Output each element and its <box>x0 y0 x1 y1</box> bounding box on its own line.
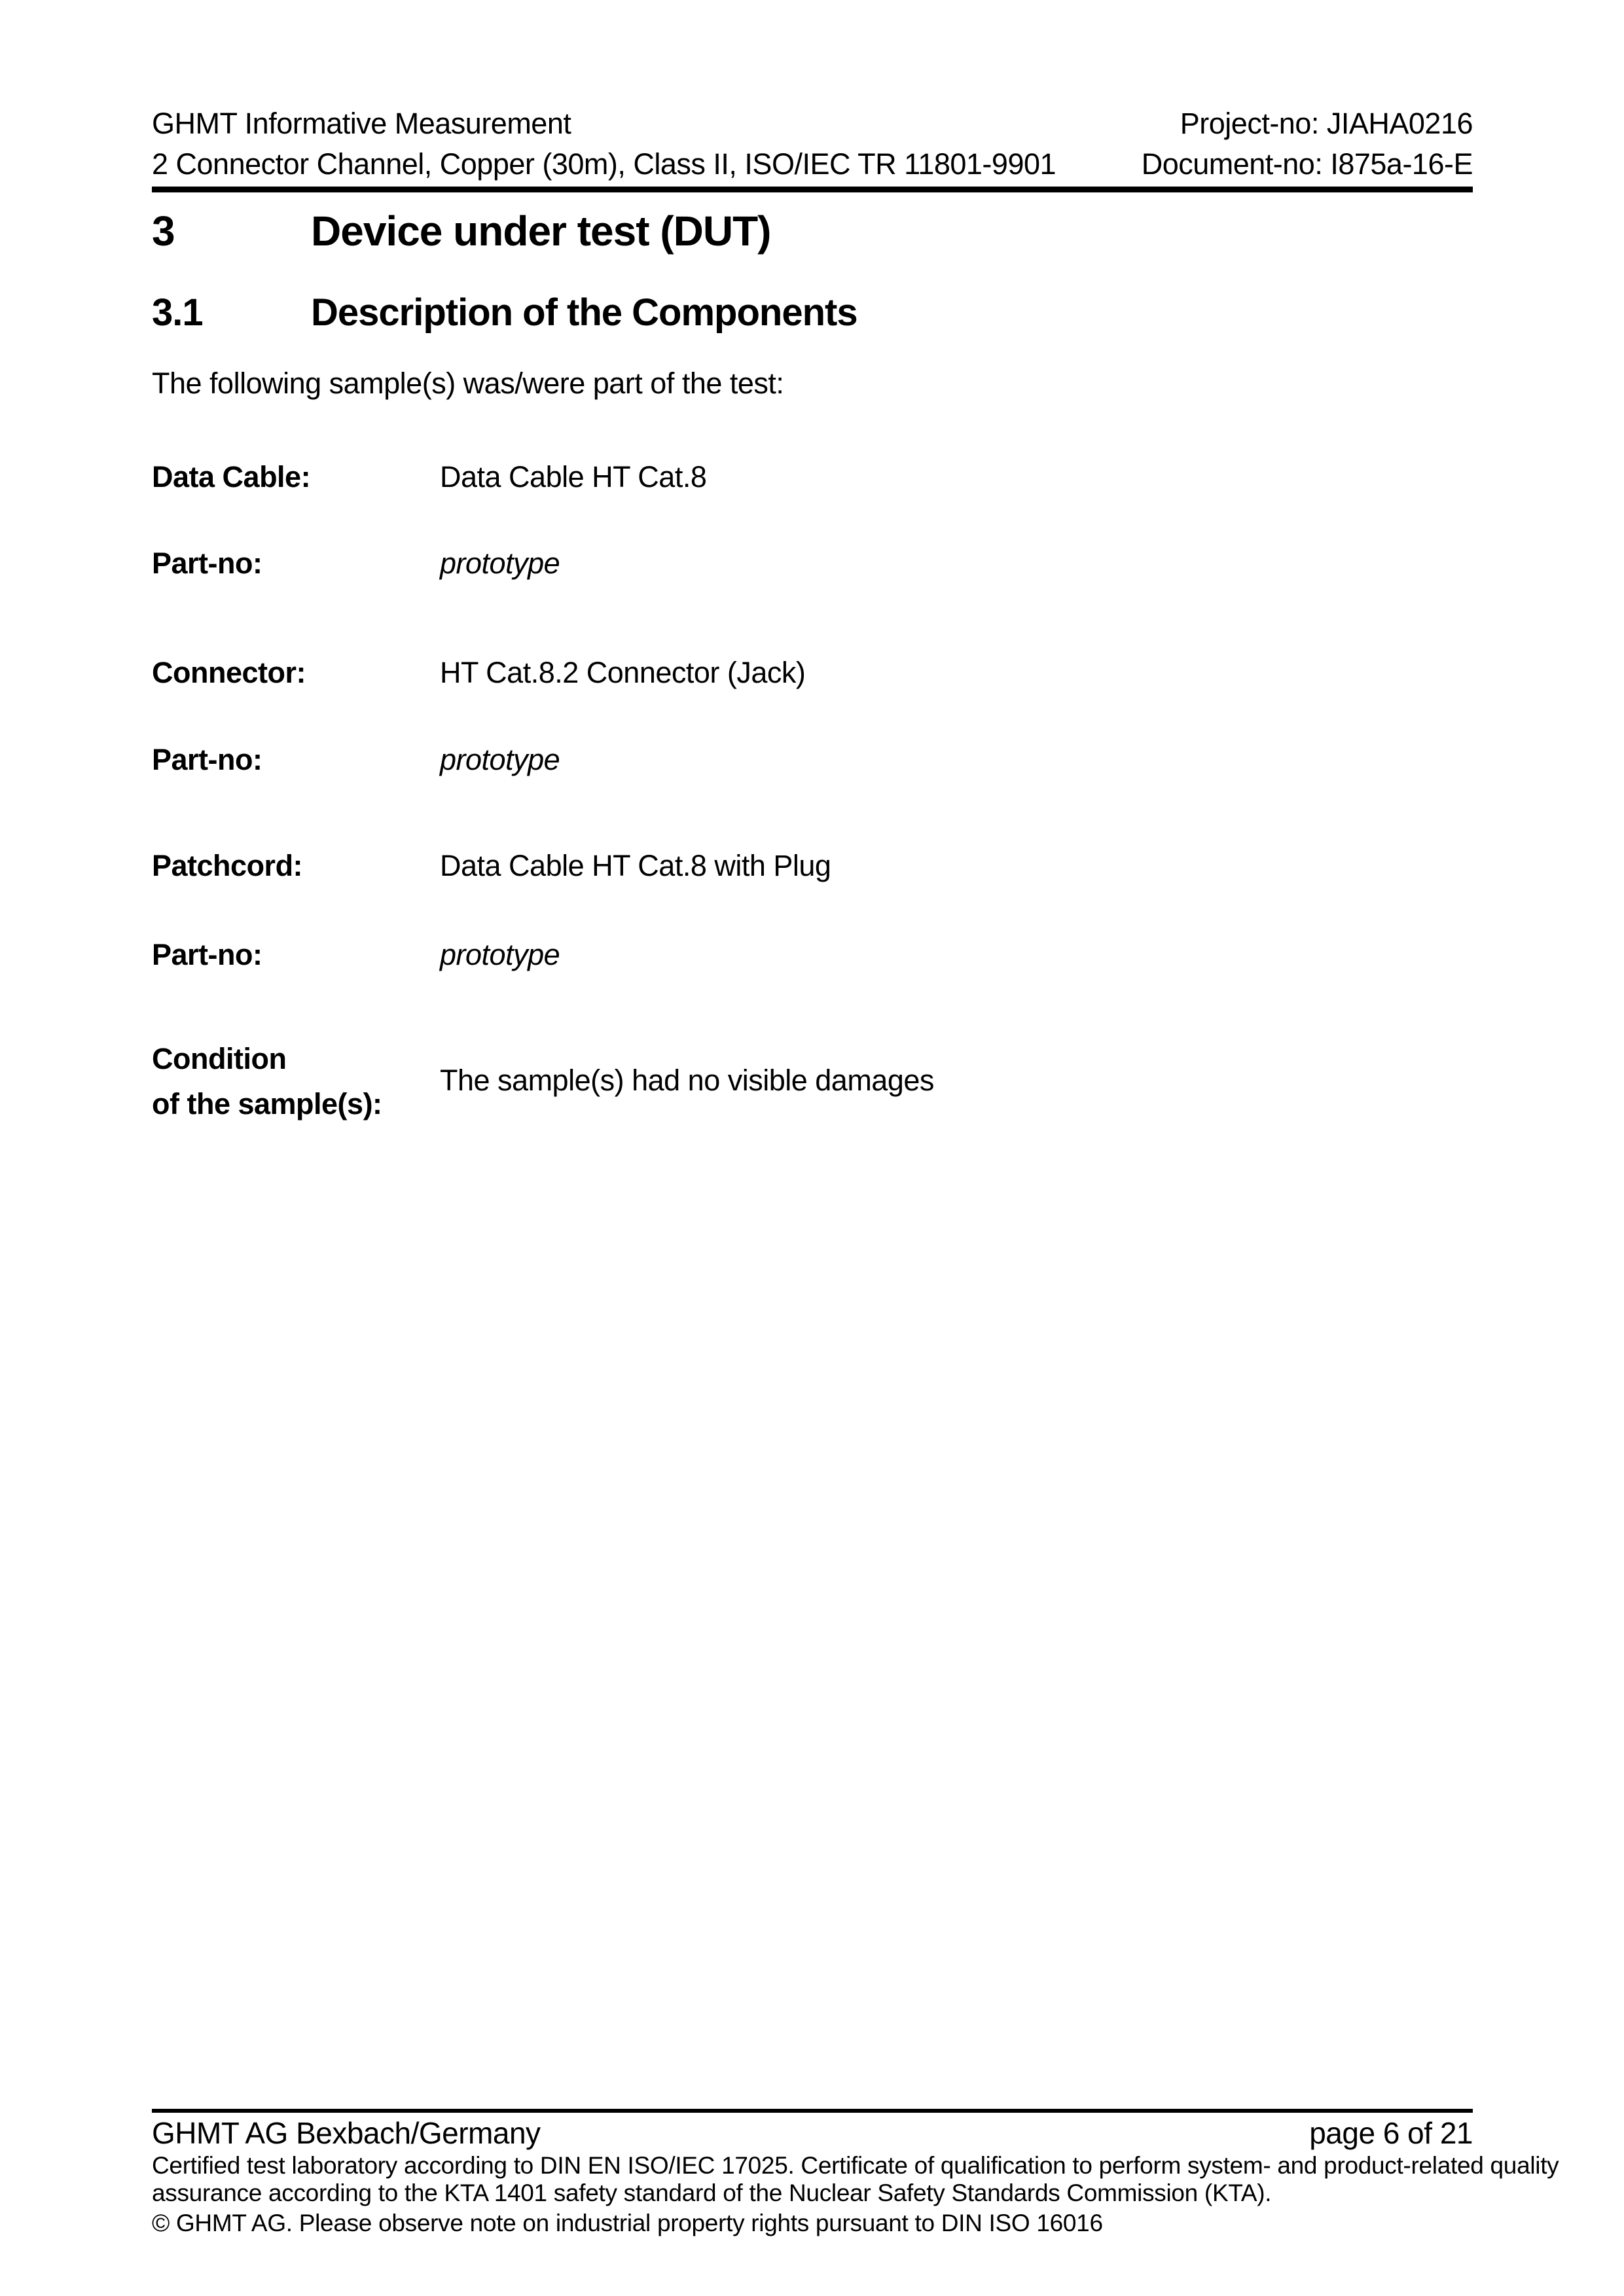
spec-label: Part-no: <box>152 547 262 580</box>
condition-label-line2: of the sample(s): <box>152 1087 382 1121</box>
subsection-number: 3.1 <box>152 291 203 334</box>
spec-value: prototype <box>440 938 560 971</box>
footer-org-line <box>152 2113 1473 2153</box>
condition-value: The sample(s) had no visible damages <box>440 1064 934 1097</box>
spec-label: Patchcord: <box>152 849 303 882</box>
header-document-no: Document-no: I875a-16-E <box>1141 147 1473 181</box>
condition-label-line1: Condition <box>152 1042 287 1075</box>
spec-value: Data Cable HT Cat.8 <box>440 460 707 493</box>
spec-value: Data Cable HT Cat.8 with Plug <box>440 849 831 882</box>
spec-label: Connector: <box>152 656 306 689</box>
spec-value: HT Cat.8.2 Connector (Jack) <box>440 656 806 689</box>
spec-value: prototype <box>440 743 560 776</box>
header-rule <box>152 187 1473 192</box>
spec-row-patchcord <box>152 846 1473 886</box>
spec-label: Part-no: <box>152 938 262 971</box>
spec-label: Data Cable: <box>152 460 311 493</box>
header-line-2 <box>152 144 1473 185</box>
condition-label <box>152 1036 440 1126</box>
header-report-type: GHMT Informative Measurement <box>152 107 571 140</box>
footer-copyright-note: © GHMT AG. Please observe note on industrial property rights pursuant to DIN ISO 16016 <box>152 2210 1103 2236</box>
spec-row-connector <box>152 653 1473 693</box>
footer-certification-note <box>152 2152 1559 2207</box>
subsection-title: Description of the Components <box>311 291 857 334</box>
certification-line-2: assurance according to the KTA 1401 safety standard of the Nuclear Safety Standards Commission (KTA). <box>152 2179 1272 2206</box>
subsection-heading <box>152 293 1473 333</box>
header-channel-spec: 2 Connector Channel, Copper (30m), Class II, ISO/IEC TR 11801-9901 <box>152 147 1056 181</box>
section-number: 3 <box>152 207 175 255</box>
section-title: Device under test (DUT) <box>311 207 771 255</box>
section-heading <box>152 209 1473 253</box>
spec-row-part-no <box>152 740 1473 780</box>
certification-line-1: Certified test laboratory according to DIN EN ISO/IEC 17025. Certificate of qualification to perform system- and product-related quality <box>152 2152 1559 2179</box>
intro-sentence: The following sample(s) was/were part of the test: <box>152 367 784 400</box>
spec-row-part-no <box>152 543 1473 584</box>
spec-value: prototype <box>440 547 560 580</box>
footer-company: GHMT AG Bexbach/Germany <box>152 2116 541 2150</box>
header-line-1 <box>152 103 1473 144</box>
spec-label: Part-no: <box>152 743 262 776</box>
spec-row-data-cable <box>152 457 1473 497</box>
header-project-no: Project-no: JIAHA0216 <box>1180 107 1473 140</box>
spec-row-part-no <box>152 935 1473 975</box>
footer-page-number: page 6 of 21 <box>1309 2116 1473 2150</box>
